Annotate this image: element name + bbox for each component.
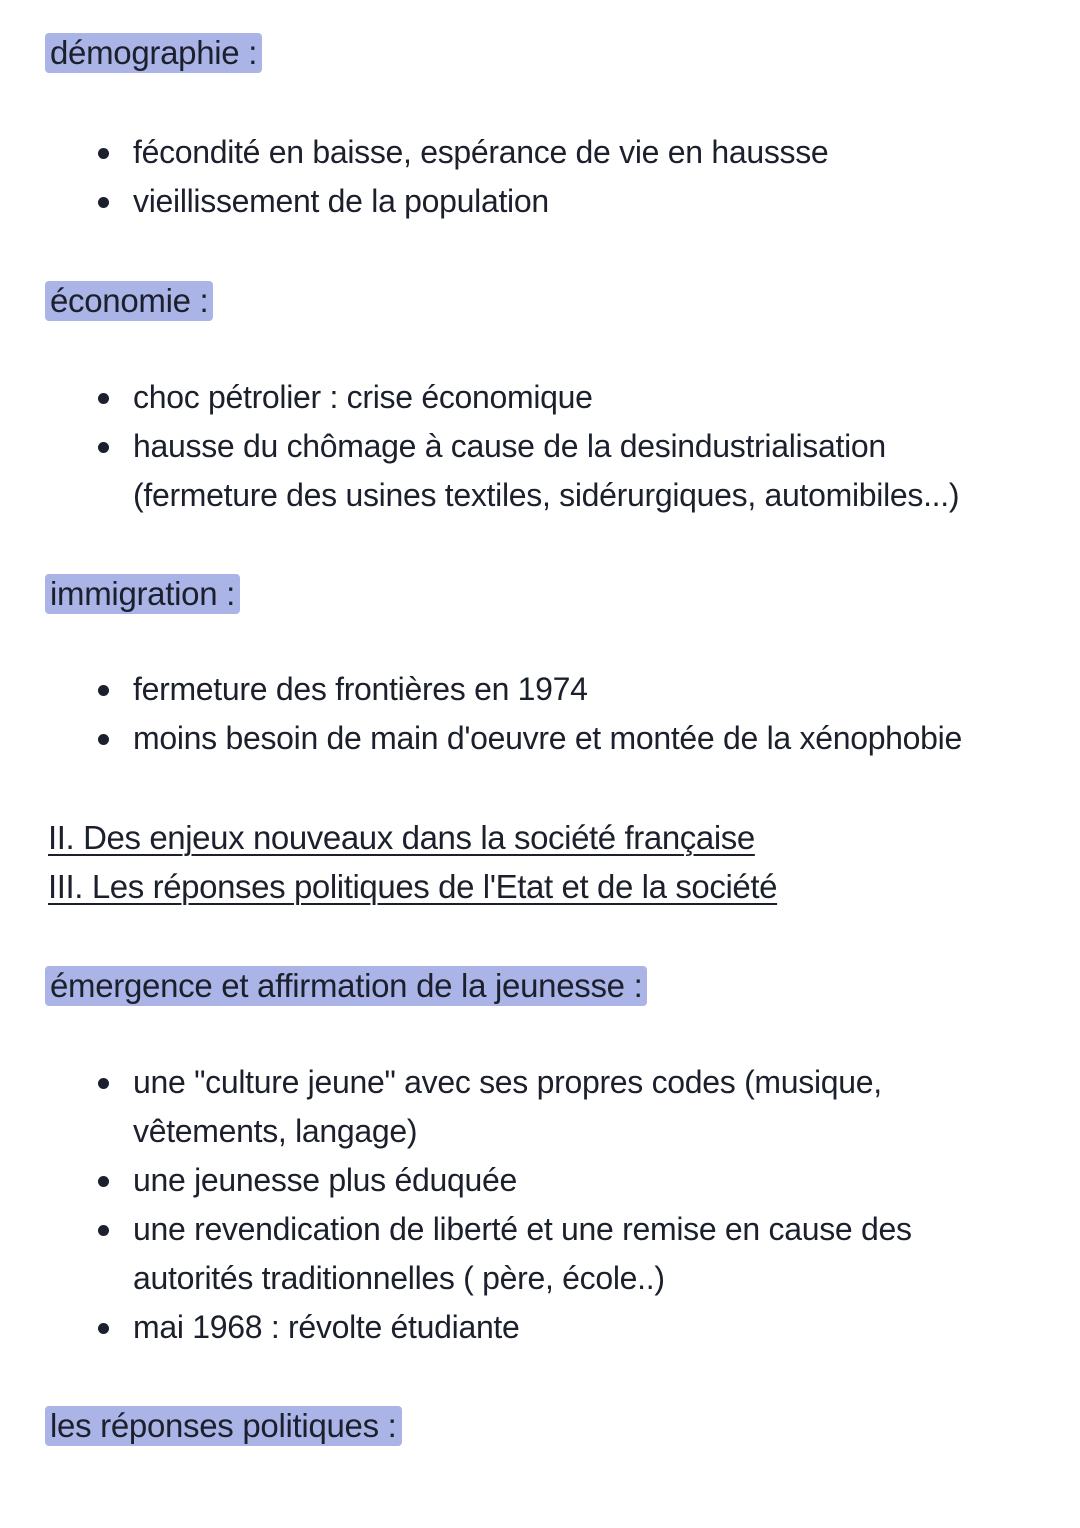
immigration-list <box>95 665 1055 763</box>
list-item: vieillissement de la population <box>95 177 995 226</box>
section-heading-jeunesse: émergence et affirmation de la jeunesse : <box>45 966 647 1006</box>
list-item: une "culture jeune" avec ses propres codes (musique, vêtements, langage) <box>95 1058 975 1156</box>
list-item: moins besoin de main d'oeuvre et montée de la xénophobie <box>95 714 1055 763</box>
section-heading-economie: économie : <box>45 281 213 321</box>
section-heading-reponses-politiques: les réponses politiques : <box>45 1406 402 1446</box>
jeunesse-list <box>95 1058 975 1352</box>
list-item: mai 1968 : révolte étudiante <box>95 1303 975 1352</box>
section-heading-demographie: démographie : <box>45 33 262 73</box>
list-item: une jeunesse plus éduquée <box>95 1156 975 1205</box>
list-item: fécondité en baisse, espérance de vie en haussse <box>95 128 995 177</box>
list-item: choc pétrolier : crise économique <box>95 373 1025 422</box>
section-heading-immigration: immigration : <box>45 574 240 614</box>
economie-list <box>95 373 1025 520</box>
part-title-3: III. Les réponses politiques de l'Etat et de la société <box>48 868 778 905</box>
list-item: hausse du chômage à cause de la desindustrialisation (fermeture des usines textiles, sidérurgiques, automibiles...) <box>95 422 1025 520</box>
part-title-2: II. Des enjeux nouveaux dans la société française <box>48 819 755 856</box>
list-item: une revendication de liberté et une remise en cause des autorités traditionnelles ( père, école..) <box>95 1205 975 1303</box>
demographie-list <box>95 128 995 226</box>
list-item: fermeture des frontières en 1974 <box>95 665 1055 714</box>
